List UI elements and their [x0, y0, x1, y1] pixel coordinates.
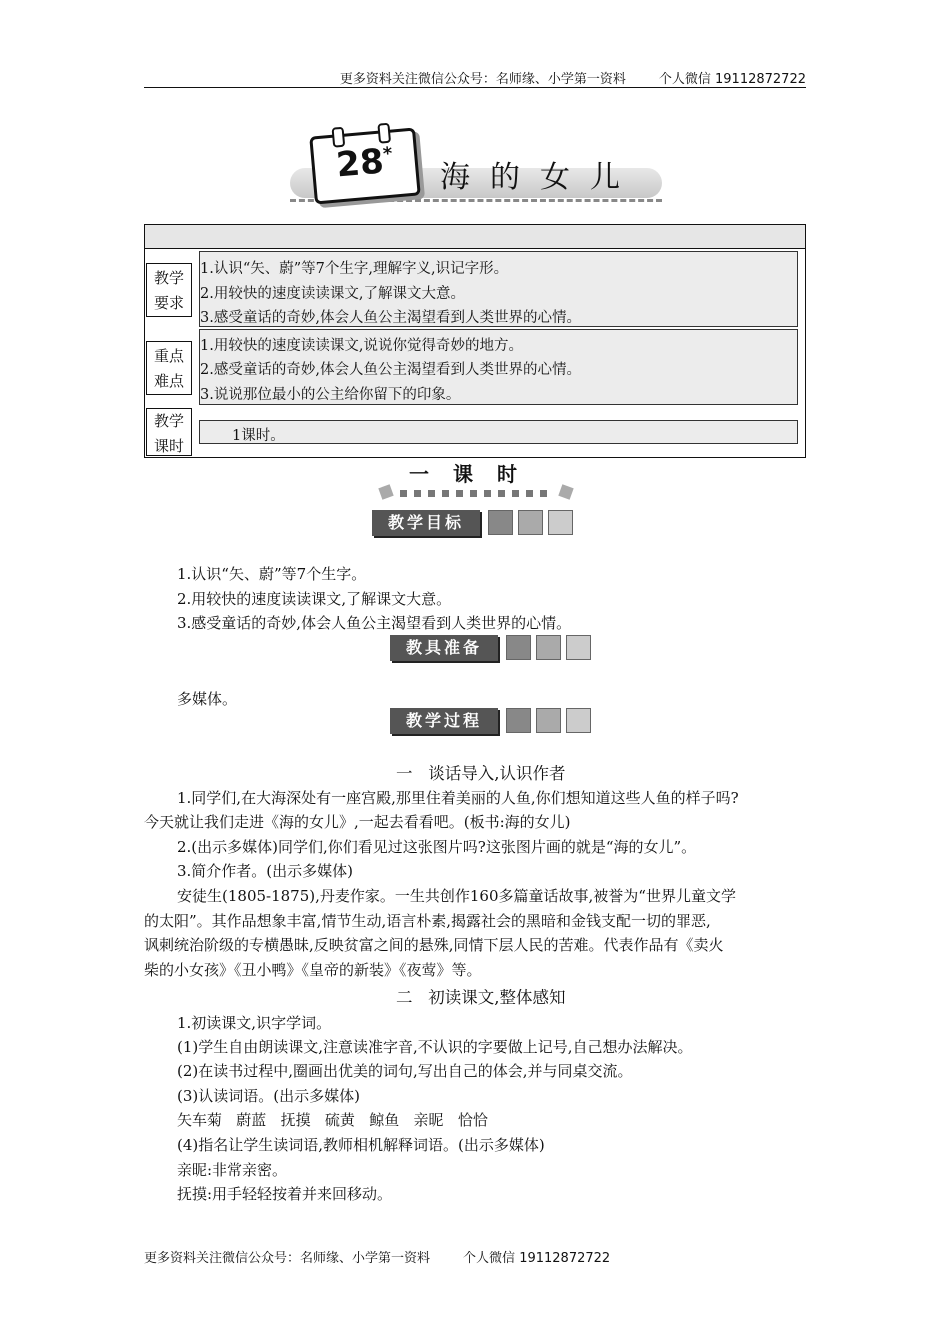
objective-item: 2.用较快的速度读读课文,了解课文大意。 [177, 590, 452, 608]
part1-heading: 一 谈话导入,认识作者 [396, 764, 566, 783]
definition-line: 亲昵:非常亲密。 [177, 1161, 288, 1179]
time-label-line: 课时 [153, 437, 184, 455]
lesson-number: 28* [334, 141, 394, 186]
section-label: 教学目标 [372, 510, 480, 536]
decor-square-icon [536, 708, 561, 733]
decor-square-icon [566, 708, 591, 733]
decor-square-icon [536, 635, 561, 660]
time-label-line: 教学 [153, 412, 184, 430]
decor-square-icon [518, 510, 543, 535]
key-points-label-line: 难点 [153, 372, 184, 390]
key-points-label-line: 重点 [153, 347, 184, 365]
paragraph-line: 1.同学们,在大海深处有一座宫殿,那里住着美丽的人鱼,你们想知道这些人鱼的样子吗? [177, 789, 739, 807]
paragraph-line: 安徒生(1805-1875),丹麦作家。一生共创作160多篇童话故事,被誉为“世界儿童文学 [177, 887, 736, 905]
calendar-icon [309, 128, 421, 205]
page-header: 更多资料关注微信公众号：名师缘、小学第一资料 个人微信 19112872722 [339, 72, 806, 87]
definition-line: 抚摸:用手轻轻按着并来回移动。 [177, 1185, 393, 1203]
goals-label-line: 要求 [153, 294, 184, 312]
vocabulary-words: 矢车菊 蔚蓝 抚摸 硫黄 鲸鱼 亲昵 恰恰 [177, 1111, 488, 1129]
lesson-banner-ornament [378, 482, 574, 504]
goals-label-line: 教学 [153, 269, 184, 287]
goal-item: 3.感受童话的奇妙,体会人鱼公主渴望看到人类世界的心情。 [200, 310, 581, 326]
goal-item: 1.认识“矢、蔚”等7个生字,理解字义,识记字形。 [200, 261, 509, 277]
paragraph-line: (1)学生自由朗读课文,注意读准字音,不认识的字要做上记号,自己想办法解决。 [177, 1038, 693, 1056]
decor-square-icon [548, 510, 573, 535]
paragraph-line: 今天就让我们走进《海的女儿》,一起去看看吧。(板书:海的女儿) [144, 813, 571, 831]
lesson-title: 海的女儿 [440, 160, 640, 195]
section-label: 教学过程 [390, 708, 498, 734]
paragraph-line: 柴的小女孩》《丑小鸭》《皇帝的新装》《夜莺》等。 [144, 961, 482, 979]
part2-heading: 二 初读课文,整体感知 [396, 988, 566, 1007]
key-point-item: 2.感受童话的奇妙,体会人鱼公主渴望看到人类世界的心情。 [200, 362, 581, 378]
paragraph-line: 1.初读课文,识字学词。 [177, 1014, 332, 1032]
goals-label [146, 263, 192, 317]
paragraph-line: (3)认读词语。(出示多媒体) [177, 1087, 360, 1105]
time-box [199, 420, 798, 444]
time-label [146, 408, 192, 456]
materials-text: 多媒体。 [177, 690, 238, 708]
lesson-banner: 一课时 [409, 462, 541, 486]
goal-item: 2.用较快的速度读读课文,了解课文大意。 [200, 286, 465, 302]
paragraph-line: 讽刺统治阶级的专横愚昧,反映贫富之间的悬殊,同情下层人民的苦难。代表作品有《卖火 [144, 936, 724, 954]
paragraph-line: 2.(出示多媒体)同学们,你们看见过这张图片吗?这张图片画的就是“海的女儿”。 [177, 838, 697, 856]
decor-square-icon [488, 510, 513, 535]
header-rule [144, 87, 806, 88]
decor-square-icon [506, 708, 531, 733]
paragraph-line: 的太阳”。其作品想象丰富,情节生动,语言朴素,揭露社会的黑暗和金钱支配一切的罪恶, [144, 912, 711, 930]
info-table-header-row [144, 224, 806, 249]
key-points-label [146, 341, 192, 395]
page-footer: 更多资料关注微信公众号：名师缘、小学第一资料 个人微信 19112872722 [144, 1251, 611, 1266]
time-value: 1课时。 [232, 428, 285, 444]
decor-square-icon [506, 635, 531, 660]
paragraph-line: 3.简介作者。(出示多媒体) [177, 862, 354, 880]
paragraph-line: (4)指名让学生读词语,教师相机解释词语。(出示多媒体) [177, 1136, 545, 1154]
decor-square-icon [566, 635, 591, 660]
key-point-item: 3.说说那位最小的公主给你留下的印象。 [200, 387, 461, 403]
paragraph-line: (2)在读书过程中,圈画出优美的词句,写出自己的体会,并与同桌交流。 [177, 1062, 633, 1080]
section-label: 教具准备 [390, 635, 498, 661]
objective-item: 1.认识“矢、蔚”等7个生字。 [177, 565, 367, 583]
key-point-item: 1.用较快的速度读读课文,说说你觉得奇妙的地方。 [200, 338, 523, 354]
objective-item: 3.感受童话的奇妙,体会人鱼公主渴望看到人类世界的心情。 [177, 614, 572, 632]
